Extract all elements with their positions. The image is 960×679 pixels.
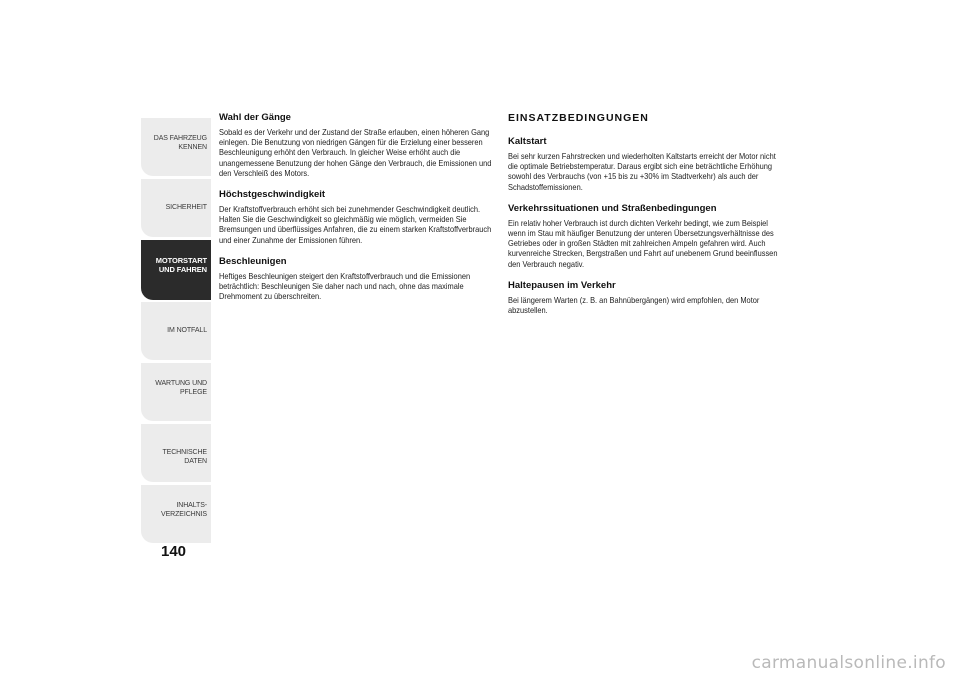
left-column xyxy=(219,112,493,312)
tab-motorstart-und-fahren[interactable] xyxy=(141,240,211,300)
body-paragraph: Der Kraftstoffverbrauch erhöht sich bei zunehmender Geschwindigkeit deutlich. Halten Sie die Geschwindigkeit so gleichmäßig wie möglich, vermeiden Sie Bremsungen und überflüssiges Anfahren, die zu einem starken Kraftstoffverbrauch und einer Zunahme der Emissionen führen. xyxy=(219,205,492,245)
tab-im-notfall[interactable] xyxy=(141,302,211,360)
tab-label-line: DAS FAHRZEUG xyxy=(153,135,207,142)
body-paragraph: Sobald es der Verkehr und der Zustand der Straße erlauben, einen höheren Gang einlegen. Die Benutzung von niedrigen Gängen für die Erzielung einer besseren Beschleunigung erhöht den Verbrauch. In gleicher Weise erhöht auch die unangemessene Benutzung der hohen Gänge den Verbrauch, die Emissionen und den Verschleiß des Motors. xyxy=(219,128,492,178)
right-column xyxy=(508,112,782,326)
body-paragraph: Heftiges Beschleunigen steigert den Kraftstoffverbrauch und die Emissionen beträchtlich: Beschleunigen Sie daher nach und nach, ohne das maximale Drehmoment zu überschreiten. xyxy=(219,271,471,302)
section-heading: Beschleunigen xyxy=(219,255,287,267)
chapter-title: EINSATZBEDINGUNGEN xyxy=(508,112,649,124)
tab-label-line: INHALTS- xyxy=(176,502,207,509)
tab-inhaltsverzeichnis[interactable] xyxy=(141,485,211,543)
body-paragraph: Ein relativ hoher Verbrauch ist durch dichten Verkehr bedingt, wie zum Beispiel wenn im Stau mit häufiger Benutzung der unteren Übersetzungsverhältnisse des Getriebes oder in großen Städten mit zahlreichen Ampeln gefahren wird. Auch kurvenreiche Strecken, Bergstraßen und Fahrt auf unebenem Grund beeinflussen den Verbrauch negativ. xyxy=(508,218,778,269)
tab-label-line: MOTORSTART xyxy=(155,256,207,265)
tab-label-line: KENNEN xyxy=(178,144,207,151)
page-number: 140 xyxy=(161,543,187,560)
tab-label-line: PFLEGE xyxy=(179,389,207,396)
section-heading: Höchstgeschwindigkeit xyxy=(219,189,326,201)
body-paragraph: Bei längerem Warten (z. B. an Bahnübergängen) wird empfohlen, den Motor abzustellen. xyxy=(508,295,760,316)
section-heading: Verkehrssituationen und Straßenbedingungen xyxy=(508,202,717,214)
body-paragraph: Bei sehr kurzen Fahrstrecken und wiederholten Kaltstarts erreicht der Motor nicht die optimale Betriebstemperatur. Daraus ergibt sich eine beträchtliche Erhöhung sowohl des Verbrauchs (von +15 bis zu +30% im Stadtverkehr) als auch der Schadstoffemissionen. xyxy=(508,152,776,192)
tab-das-fahrzeug-kennen[interactable] xyxy=(141,118,211,176)
watermark-text: carmanualsonline.info xyxy=(751,653,946,673)
tab-sicherheit[interactable] xyxy=(141,179,211,237)
tab-label-line: IM NOTFALL xyxy=(167,327,207,334)
tab-technische-daten[interactable] xyxy=(141,424,211,482)
tab-label-line: WARTUNG UND xyxy=(155,380,207,387)
tab-wartung-und-pflege[interactable] xyxy=(141,363,211,421)
tab-label-line: VERZEICHNIS xyxy=(161,511,207,518)
section-heading: Wahl der Gänge xyxy=(219,112,291,123)
tab-label-line: TECHNISCHE DATEN xyxy=(162,449,207,465)
tab-label-line: UND FAHREN xyxy=(158,265,207,274)
tab-label-line: SICHERHEIT xyxy=(165,204,207,211)
section-heading: Kaltstart xyxy=(508,136,547,147)
section-heading: Haltepausen im Verkehr xyxy=(508,279,616,291)
